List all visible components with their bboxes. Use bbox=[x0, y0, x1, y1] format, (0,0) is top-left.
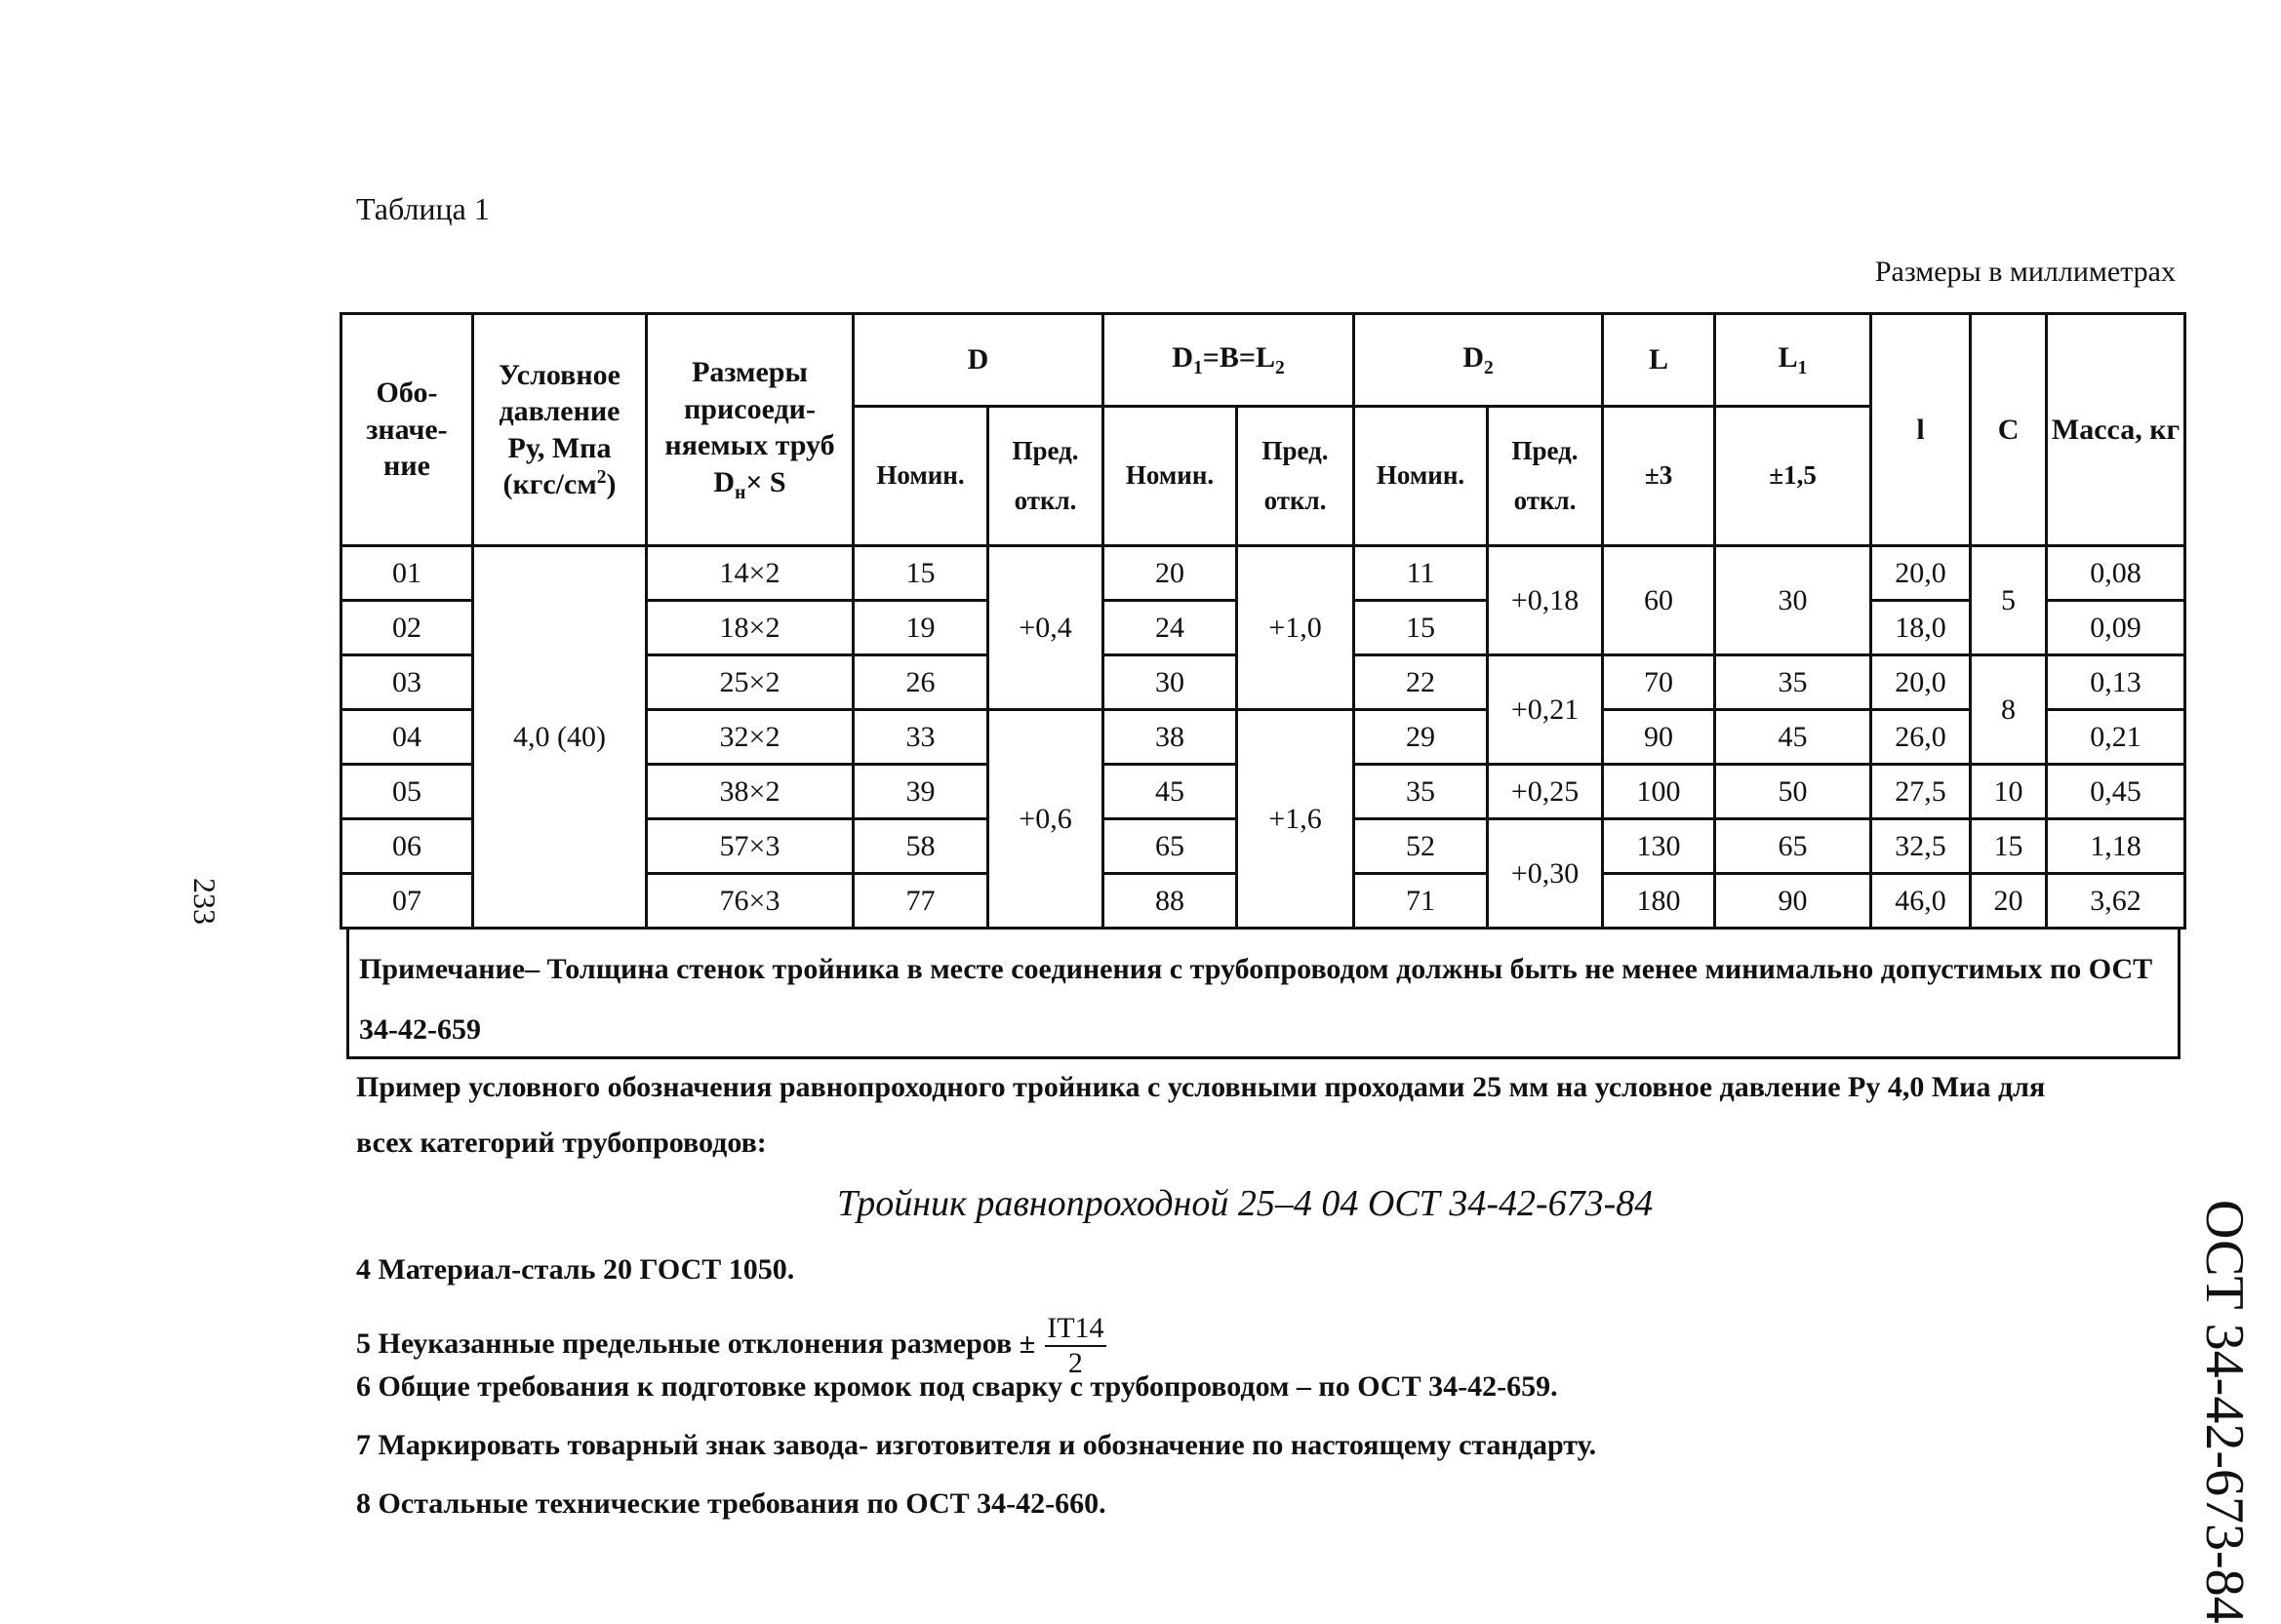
requirement-4: 4 Материал-сталь 20 ГОСТ 1050. bbox=[356, 1253, 795, 1286]
cell-D: 33 bbox=[854, 710, 988, 765]
standard-code: ОСТ 34-42-673-84 bbox=[2194, 1200, 2255, 1624]
cell-D-tolerance: +0,6 bbox=[988, 710, 1103, 929]
header-L-tolerance: ±3 bbox=[1603, 407, 1715, 546]
cell-D1: 38 bbox=[1103, 710, 1237, 765]
cell-l: 27,5 bbox=[1871, 765, 1971, 819]
cell-L1: 65 bbox=[1715, 819, 1871, 874]
header-L: L bbox=[1603, 314, 1715, 407]
header-D: D bbox=[854, 314, 1103, 407]
cell-D2: 71 bbox=[1354, 874, 1488, 929]
cell-L: 60 bbox=[1603, 546, 1715, 655]
cell-l: 20,0 bbox=[1871, 655, 1971, 710]
cell-L: 130 bbox=[1603, 819, 1715, 874]
cell-L: 70 bbox=[1603, 655, 1715, 710]
cell-C: 8 bbox=[1971, 655, 2047, 765]
cell-D: 15 bbox=[854, 546, 988, 601]
cell-D1: 24 bbox=[1103, 601, 1237, 655]
cell-D1: 20 bbox=[1103, 546, 1237, 601]
cell-l: 46,0 bbox=[1871, 874, 1971, 929]
cell-D: 26 bbox=[854, 655, 988, 710]
cell-D1: 30 bbox=[1103, 655, 1237, 710]
example-line-1: Пример условного обозначения равнопроходного тройника с условными проходами 25 мм на условное давление Ру 4,0 Миа для bbox=[356, 1071, 2046, 1103]
cell-D1: 88 bbox=[1103, 874, 1237, 929]
header-D2: $D_2$ bbox=[1354, 314, 1603, 407]
cell-designation: 02 bbox=[341, 601, 473, 655]
cell-designation: 07 bbox=[341, 874, 473, 929]
header-l: l bbox=[1871, 314, 1971, 546]
cell-pipe: 32×2 bbox=[647, 710, 854, 765]
cell-mass: 0,45 bbox=[2047, 765, 2185, 819]
cell-pipe: 14×2 bbox=[647, 546, 854, 601]
cell-C: 20 bbox=[1971, 874, 2047, 929]
dimensions-table bbox=[340, 312, 2186, 930]
cell-D-tolerance: +0,4 bbox=[988, 546, 1103, 710]
cell-D2: 35 bbox=[1354, 765, 1488, 819]
cell-mass: 0,13 bbox=[2047, 655, 2185, 710]
cell-pipe: 25×2 bbox=[647, 655, 854, 710]
cell-C: 15 bbox=[1971, 819, 2047, 874]
cell-designation: 01 bbox=[341, 546, 473, 601]
cell-L: 100 bbox=[1603, 765, 1715, 819]
tolerance-fraction: $\frac{IT14}{2}$ bbox=[1047, 1312, 1104, 1379]
units-note: Размеры в миллиметрах bbox=[1874, 256, 2176, 288]
cell-D2-tolerance: +0,30 bbox=[1488, 819, 1603, 929]
header-pressure: Условное давление Ру, Мпа $(кгс/см^2)$ bbox=[473, 314, 647, 546]
cell-D: 58 bbox=[854, 819, 988, 874]
cell-designation: 03 bbox=[341, 655, 473, 710]
header-D-nominal: Номин. bbox=[854, 407, 988, 546]
page-number: 233 bbox=[187, 878, 222, 925]
requirement-8: 8 Остальные технические требования по ОСТ 34-42-660. bbox=[356, 1487, 1106, 1520]
requirement-5: 5 Неуказанные предельные отклонения размеров ± $\frac{IT14}{2}$ bbox=[356, 1312, 1104, 1379]
cell-l: 20,0 bbox=[1871, 546, 1971, 601]
requirement-7: 7 Маркировать товарный знак завода- изготовителя и обозначение по настоящему стандарту. bbox=[356, 1429, 1597, 1461]
cell-designation: 06 bbox=[341, 819, 473, 874]
header-pipe-sizes: Размеры присоеди-няемых труб $D_н\times S$ bbox=[647, 314, 854, 546]
header-D1-tolerance: Пред. откл. bbox=[1237, 407, 1354, 546]
cell-D: 19 bbox=[854, 601, 988, 655]
cell-mass: 0,09 bbox=[2047, 601, 2185, 655]
cell-D1-tolerance: +1,0 bbox=[1237, 546, 1354, 710]
cell-L: 90 bbox=[1603, 710, 1715, 765]
table-note: Примечание– Толщина стенок тройника в месте соединения с трубопроводом должны быть не менее минимально допустимых по ОСТ 34-42-659 bbox=[346, 927, 2181, 1059]
cell-D2-tolerance: +0,18 bbox=[1488, 546, 1603, 655]
cell-mass: 3,62 bbox=[2047, 874, 2185, 929]
cell-L1: 90 bbox=[1715, 874, 1871, 929]
cell-D2: 22 bbox=[1354, 655, 1488, 710]
header-designation: Обо-значе-ние bbox=[341, 314, 473, 546]
cell-D: 39 bbox=[854, 765, 988, 819]
example-designation: Тройник равнопроходной 25–4 04 ОСТ 34-42-673-84 bbox=[837, 1183, 1654, 1224]
cell-D2: 29 bbox=[1354, 710, 1488, 765]
header-mass: Масса, кг bbox=[2047, 314, 2185, 546]
cell-D2-tolerance: +0,21 bbox=[1488, 655, 1603, 765]
header-D2-nominal: Номин. bbox=[1354, 407, 1488, 546]
table-row bbox=[341, 546, 2185, 601]
cell-mass: 1,18 bbox=[2047, 819, 2185, 874]
cell-C: 5 bbox=[1971, 546, 2047, 655]
cell-D1: 65 bbox=[1103, 819, 1237, 874]
header-C: C bbox=[1971, 314, 2047, 546]
cell-mass: 0,21 bbox=[2047, 710, 2185, 765]
cell-pipe: 76×3 bbox=[647, 874, 854, 929]
cell-D: 77 bbox=[854, 874, 988, 929]
cell-L1: 30 bbox=[1715, 546, 1871, 655]
cell-designation: 04 bbox=[341, 710, 473, 765]
cell-D1-tolerance: +1,6 bbox=[1237, 710, 1354, 929]
cell-l: 26,0 bbox=[1871, 710, 1971, 765]
cell-l: 18,0 bbox=[1871, 601, 1971, 655]
header-L1: $L_1$ bbox=[1715, 314, 1871, 407]
header-D1-nominal: Номин. bbox=[1103, 407, 1237, 546]
cell-C: 10 bbox=[1971, 765, 2047, 819]
header-D-tolerance: Пред. откл. bbox=[988, 407, 1103, 546]
header-D2-tolerance: Пред. откл. bbox=[1488, 407, 1603, 546]
cell-pipe: 18×2 bbox=[647, 601, 854, 655]
cell-pressure: 4,0 (40) bbox=[473, 546, 647, 929]
table-title: Таблица 1 bbox=[356, 191, 490, 226]
cell-l: 32,5 bbox=[1871, 819, 1971, 874]
cell-D2-tolerance: +0,25 bbox=[1488, 765, 1603, 819]
cell-D2: 52 bbox=[1354, 819, 1488, 874]
requirement-6: 6 Общие требования к подготовке кромок под сварку с трубопроводом – по ОСТ 34-42-659. bbox=[356, 1370, 1558, 1403]
cell-D2: 15 bbox=[1354, 601, 1488, 655]
cell-pipe: 38×2 bbox=[647, 765, 854, 819]
cell-D2: 11 bbox=[1354, 546, 1488, 601]
header-L1-tolerance: ±1,5 bbox=[1715, 407, 1871, 546]
cell-D1: 45 bbox=[1103, 765, 1237, 819]
cell-L1: 35 bbox=[1715, 655, 1871, 710]
cell-L1: 50 bbox=[1715, 765, 1871, 819]
cell-designation: 05 bbox=[341, 765, 473, 819]
cell-L: 180 bbox=[1603, 874, 1715, 929]
header-D1: $D_1=B=L_2$ bbox=[1103, 314, 1354, 407]
cell-mass: 0,08 bbox=[2047, 546, 2185, 601]
cell-pipe: 57×3 bbox=[647, 819, 854, 874]
example-line-2: всех категорий трубопроводов: bbox=[356, 1127, 767, 1159]
cell-L1: 45 bbox=[1715, 710, 1871, 765]
